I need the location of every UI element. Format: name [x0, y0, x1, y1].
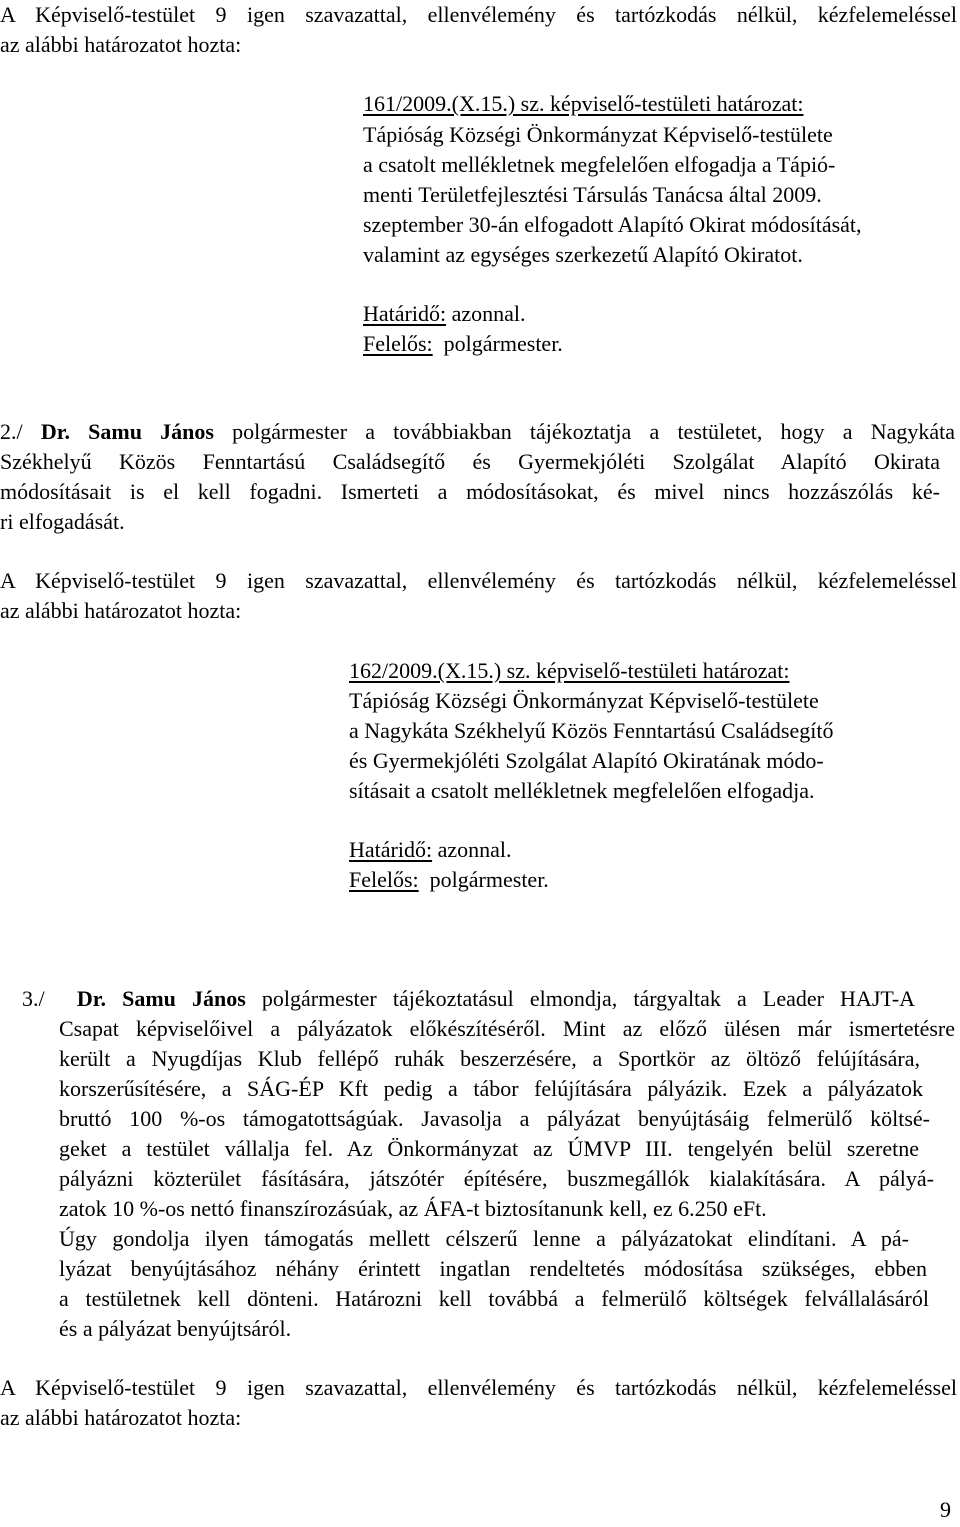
item-3-line-3: került a Nyugdíjas Klub fellépő ruhák beszerzésére, a Sportkör az öltöző felújítására,	[59, 1046, 920, 1071]
resolution-162-line-1: Tápióság Községi Önkormányzat Képviselő-testülete	[349, 688, 819, 713]
responsible-label: Felelős:	[349, 867, 419, 892]
item-3-line-6: geket a testület vállalja fel. Az Önkormányzat az ÚMVP III. tengelyén belül szeretne	[59, 1136, 919, 1161]
responsible-value: polgármester.	[429, 867, 549, 892]
item-3-line-9: Úgy gondolja ilyen támogatás mellett célszerű lenne a pályázatokat elindítani. A pá-	[59, 1226, 909, 1251]
item-2-text: polgármester a továbbiakban tájékoztatja a testületet, hogy a Nagykáta	[232, 419, 956, 444]
item-3-line-11: a testületnek kell dönteni. Határozni kell továbbá a felmerülő költségek felvállalásáról	[59, 1286, 929, 1311]
vote-intro-3-line-2: az alábbi határozatot hozta:	[0, 1405, 242, 1430]
deadline-label: Határidő:	[363, 301, 447, 326]
resolution-162-number: 162/2009.(X.15.) sz. képviselő-testületi határozat:	[349, 658, 790, 683]
vote-intro-3-line-1: A Képviselő-testület 9 igen szavazattal, ellenvélemény és tartózkodás nélkül, kézfelemeléssel	[0, 1375, 957, 1400]
deadline-value: azonnal.	[437, 837, 512, 862]
item-2-line-4: ri elfogadását.	[0, 509, 125, 534]
deadline-label: Határidő:	[349, 837, 433, 862]
item-2-name: Samu János	[88, 419, 214, 444]
resolution-161-line-2: a csatolt mellékletnek megfelelően elfogadja a Tápió-	[363, 152, 836, 177]
responsible-label: Felelős:	[363, 331, 433, 356]
vote-intro-2-line-1: A Képviselő-testület 9 igen szavazattal, ellenvélemény és tartózkodás nélkül, kézfelemeléssel	[0, 568, 957, 593]
resolution-162-line-3: és Gyermekjóléti Szolgálat Alapító Okiratának módo-	[349, 748, 824, 773]
item-3-line-12: és a pályázat benyújtsáról.	[59, 1316, 292, 1341]
resolution-162-deadline	[349, 835, 512, 865]
item-3-line-8: zatok 10 %-os nettó finanszírozásúak, az ÁFA-t biztosítanunk kell, ez 6.250 eFt.	[59, 1196, 767, 1221]
vote-intro-line-1: A Képviselő-testület 9 igen szavazattal, ellenvélemény és tartózkodás nélkül, kézfelemeléssel	[0, 2, 957, 27]
vote-intro-2-line-2: az alábbi határozatot hozta:	[0, 598, 242, 623]
item-3-line-5: bruttó 100 %-os támogatottságúak. Javasolja a pályázat benyújtásáig felmerülő költsé-	[59, 1106, 930, 1131]
item-2-number: 2./	[0, 419, 23, 444]
resolution-161-deadline	[363, 299, 526, 329]
deadline-value: azonnal.	[451, 301, 526, 326]
item-3-line-2: Csapat képviselőivel a pályázatok előkészítéséről. Mint az előző ülésen már ismertetésre	[59, 1016, 955, 1041]
responsible-value: polgármester.	[443, 331, 563, 356]
item-2-line-1	[0, 417, 955, 447]
resolution-161-line-4: szeptember 30-án elfogadott Alapító Okirat módosítását,	[363, 212, 862, 237]
page-number: 9	[940, 1497, 951, 1522]
item-3-number: 3./	[22, 986, 45, 1011]
item-2-line-3: módosításait is el kell fogadni. Ismerteti a módosításokat, és mivel nincs hozzászólás ké-	[0, 479, 940, 504]
item-3-text: polgármester tájékoztatásul elmondja, tárgyaltak a Leader HAJT-A	[261, 986, 916, 1011]
vote-intro-line-2: az alábbi határozatot hozta:	[0, 32, 242, 57]
resolution-161-line-3: menti Területfejlesztési Társulás Tanácsa által 2009.	[363, 182, 822, 207]
item-3-line-1	[22, 984, 915, 1014]
item-3-title: Dr.	[76, 986, 106, 1011]
item-3-line-4: korszerűsítésére, a SÁG-ÉP Kft pedig a tábor felújítására pályázik. Ezek a pályázatok	[59, 1076, 923, 1101]
resolution-161-line-1: Tápióság Községi Önkormányzat Képviselő-testülete	[363, 122, 833, 147]
resolution-162-responsible	[349, 865, 549, 895]
resolution-161-responsible	[363, 329, 563, 359]
item-3-line-7: pályázni közterület fásítására, játszótér építésére, buszmegállók kialakítására. A pályá-	[59, 1166, 934, 1191]
resolution-161-number: 161/2009.(X.15.) sz. képviselő-testületi határozat:	[363, 91, 804, 116]
resolution-161-line-5: valamint az egységes szerkezetű Alapító Okiratot.	[363, 242, 803, 267]
resolution-162-line-4: sításait a csatolt mellékletnek megfelelően elfogadja.	[349, 778, 815, 803]
item-3-line-10: lyázat benyújtásához néhány érintett ingatlan rendeltetés módosítása szükséges, ebben	[59, 1256, 927, 1281]
item-2-title: Dr.	[40, 419, 70, 444]
resolution-162-line-2: a Nagykáta Székhelyű Közös Fenntartású Családsegítő	[349, 718, 834, 743]
item-3-name: Samu János	[122, 986, 246, 1011]
item-2-line-2: Székhelyű Közös Fenntartású Családsegítő és Gyermekjóléti Szolgálat Alapító Okirata	[0, 449, 940, 474]
